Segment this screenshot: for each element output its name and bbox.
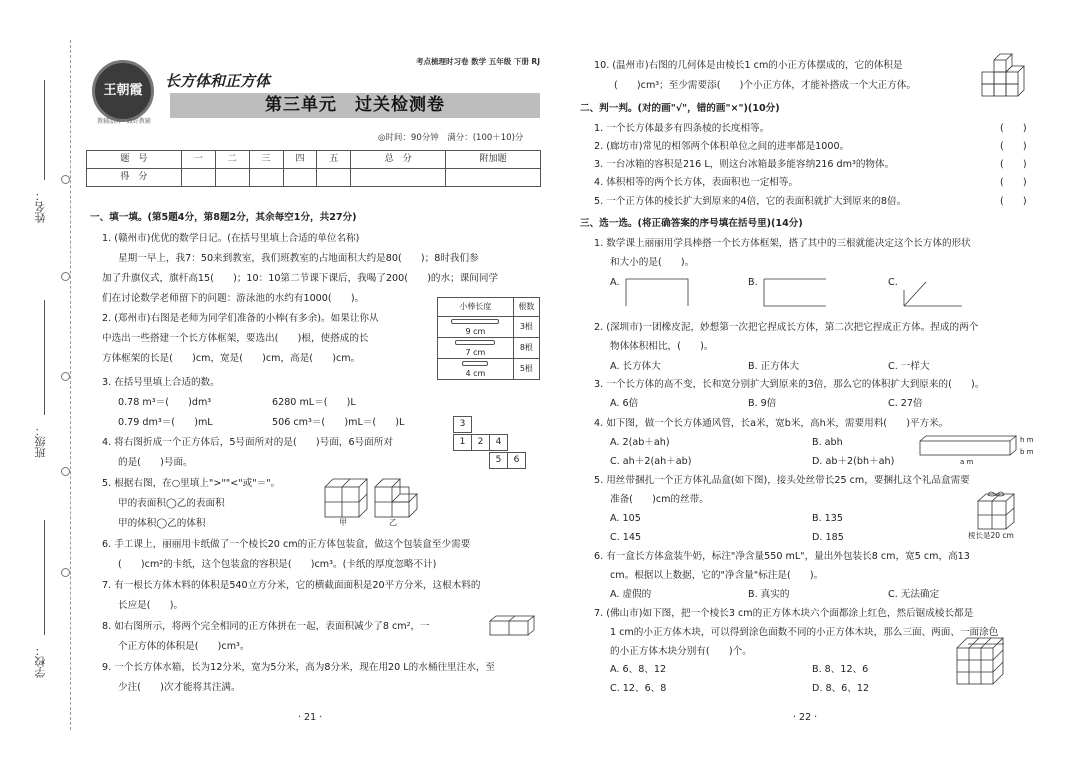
- series-info: 考点梳理时习卷 数学 五年级 下册 RJ: [415, 57, 540, 66]
- q7-line: 长应是( )。: [118, 600, 184, 611]
- q8-line: 8. 如右图所示，将两个完全相同的正方体拼在一起，表面积减少了8 cm²，一: [102, 621, 430, 632]
- net-face: 4: [489, 434, 508, 451]
- brand-logo-subtitle: 教辅品牌 · 做好教辅: [97, 118, 151, 125]
- judge-item: 4. 体积相等的两个长方体，表面积也一定相等。: [594, 177, 799, 188]
- q2-line: 中选出一些搭建一个长方体框架，要选出( )根，使搭成的长: [102, 333, 369, 344]
- option-b[interactable]: B. 8、12、6: [812, 664, 869, 675]
- cube-label-jia: 甲: [339, 518, 347, 527]
- option-a[interactable]: A. 6倍: [610, 398, 639, 409]
- q5-line: 甲的表面积◯乙的表面积: [118, 498, 225, 509]
- choice-q5-line: 准备( )cm的丝带。: [610, 494, 709, 505]
- part2-title: 二、判一判。(对的画"√"，错的画"×")(10分): [580, 103, 780, 114]
- frame-options-figure: [622, 276, 972, 312]
- option-c[interactable]: C. 一样大: [888, 361, 930, 372]
- net-face: 3: [453, 416, 472, 433]
- score-cell: 总 分: [351, 151, 446, 169]
- option-a[interactable]: A.: [610, 277, 620, 288]
- q8-line: 个正方体的体积是( )cm³。: [118, 641, 250, 652]
- q4-line: 4. 将右图折成一个正方体后，5号面所对的是( )号面，6号面所对: [102, 437, 393, 448]
- score-cell: 一: [181, 151, 215, 169]
- judge-item: 3. 一台冰箱的容积是216 L，则这台冰箱最多能容纳216 dm³的物体。: [594, 159, 895, 170]
- name-label: 姓名：: [34, 190, 47, 223]
- choice-q6-line: 6. 有一盒长方体盒装牛奶，标注"净含量550 mL"，量出外包装长8 cm，宽5 cm，高13: [594, 551, 970, 562]
- part1-title: 一、填一填。(第5题4分，第8题2分，其余每空1分，共27分): [90, 212, 357, 223]
- option-a[interactable]: A. 虚假的: [610, 589, 652, 600]
- score-cell: 附加题: [446, 151, 541, 169]
- option-c[interactable]: C. 12、6、8: [610, 683, 667, 694]
- q9-line: 少注( )次才能将其注满。: [118, 682, 241, 693]
- option-c[interactable]: C. 145: [610, 532, 642, 543]
- pipe-label-a: a m: [960, 458, 974, 466]
- choice-q7-line: 的小正方体木块分别有( )个。: [610, 646, 752, 657]
- option-d[interactable]: D. 185: [812, 532, 844, 543]
- net-face: 5: [489, 452, 508, 469]
- stick-icon: [451, 319, 499, 324]
- q10-line: ( )cm³；至少需要添( )个小正方体，才能补搭成一个大正方体。: [614, 80, 917, 91]
- net-face: 6: [507, 452, 526, 469]
- brand-logo: 王朝霞: [92, 60, 154, 122]
- option-a[interactable]: A. 长方体大: [610, 361, 661, 372]
- judge-answer-box[interactable]: ( ): [1000, 159, 1027, 170]
- judge-answer-box[interactable]: ( ): [1000, 141, 1027, 152]
- q1-line: 1. (赣州市)优优的数学日记。(在括号里填上合适的单位名称): [102, 233, 360, 244]
- choice-q7-line: 1 cm的小正方体木块，可以得到涂色面数不同的小正方体木块，那么三面、两面、一面涂色: [610, 627, 999, 638]
- class-label: 班级：: [34, 425, 47, 458]
- q2-line: 2. (郑州市)右图是老师为同学们准备的小棒(有多余)。如果让你从: [102, 313, 379, 324]
- stick-length: 9 cm: [465, 327, 486, 336]
- stick-length: 7 cm: [465, 348, 486, 357]
- painted-cube-figure: [955, 636, 1007, 688]
- judge-answer-box[interactable]: ( ): [1000, 123, 1027, 134]
- score-cell: 得 分: [87, 169, 182, 187]
- choice-q7-line: 7. (佛山市)如下图，把一个棱长3 cm的正方体木块六个面都涂上红色，然后锯成棱长都是: [594, 608, 974, 619]
- stick-length-cell: [438, 317, 514, 338]
- name-line: [44, 80, 45, 180]
- q10-cube-figure: [980, 52, 1038, 98]
- score-input-cell[interactable]: [215, 169, 249, 187]
- score-table-header-row: [87, 151, 541, 169]
- option-b[interactable]: B. 9倍: [748, 398, 777, 409]
- option-c[interactable]: C. ah＋2(ah＋ab): [610, 456, 692, 467]
- choice-q2-line: 2. (深圳市)一团橡皮泥，妙想第一次把它捏成长方体，第二次把它捏成正方体。捏成的两个: [594, 322, 979, 333]
- binding-hole: [61, 467, 70, 476]
- score-input-cell[interactable]: [181, 169, 215, 187]
- net-face: 2: [471, 434, 490, 451]
- stick-length: 4 cm: [465, 369, 486, 378]
- pipe-label-b: b m: [1020, 448, 1034, 456]
- unit-title: 第三单元 过关检测卷: [170, 93, 540, 118]
- choice-q1-line: 1. 数学课上丽丽用学具棒搭一个长方体框架，搭了其中的三根就能决定这个长方体的形状: [594, 238, 971, 249]
- two-cube-figure: [488, 615, 538, 637]
- net-face: 1: [453, 434, 472, 451]
- page-number-right: · 22 ·: [793, 712, 818, 723]
- option-b[interactable]: B. 正方体大: [748, 361, 800, 372]
- q1-line: 们在讨论数学老师留下的问题：游泳池的水约有1000( )。: [102, 293, 365, 304]
- school-line: [44, 520, 45, 635]
- score-cell: 五: [317, 151, 351, 169]
- choice-q2-line: 物体体积相比，( )。: [610, 341, 714, 352]
- gift-box-edge-label: 棱长是20 cm: [968, 531, 1014, 540]
- q7-line: 7. 有一根长方体木料的体积是540立方分米，它的横截面面积是20平方分米，这根木料的: [102, 580, 481, 591]
- choice-q4-line: 4. 如下图，做一个长方体通风管，长a米，宽b米，高h米，需要用料( )平方米。: [594, 418, 949, 429]
- q3-item: 506 cm³＝( )mL＝( )L: [272, 417, 405, 428]
- stick-icon: [455, 340, 495, 345]
- option-a[interactable]: A. 2(ab＋ah): [610, 437, 670, 448]
- q1-line: 星期一早上，我7：50来到教室，我们班教室的占地面积大约是80( )；8时我们参: [118, 253, 479, 264]
- choice-q1-line: 和大小的是( )。: [610, 257, 695, 268]
- q10-line: 10. (温州市)右图的几何体是由棱长1 cm的小正方体摆成的，它的体积是: [594, 60, 903, 71]
- option-b[interactable]: B.: [748, 277, 758, 288]
- score-input-cell[interactable]: [446, 169, 541, 187]
- option-d[interactable]: D. ab＋2(bh＋ah): [812, 456, 895, 467]
- choice-q5-line: 5. 用丝带捆扎一个正方体礼品盒(如下图)，接头处丝带长25 cm，要捆扎这个礼品盒需要: [594, 475, 970, 486]
- score-input-cell[interactable]: [249, 169, 283, 187]
- judge-item: 5. 一个正方体的棱长扩大到原来的4倍，它的表面积就扩大到原来的8倍。: [594, 196, 907, 207]
- option-c[interactable]: C. 27倍: [888, 398, 923, 409]
- option-b[interactable]: B. 135: [812, 513, 843, 524]
- option-d[interactable]: D. 8、6、12: [812, 683, 870, 694]
- class-line: [44, 300, 45, 415]
- school-label: 学校：: [34, 645, 47, 678]
- q3-item: 0.79 dm³＝( )mL: [118, 417, 213, 428]
- binding-hole: [61, 272, 70, 281]
- gift-box-figure: [974, 489, 1024, 531]
- score-input-cell[interactable]: [283, 169, 317, 187]
- option-a[interactable]: A. 6、8、12: [610, 664, 667, 675]
- cube-stack-figure: [320, 473, 430, 528]
- stick-icon: [462, 361, 488, 366]
- q3-line: 3. 在括号里填上合适的数。: [102, 377, 220, 388]
- stick-header: 根数: [513, 298, 539, 317]
- binding-hole: [61, 175, 70, 184]
- score-cell: 二: [215, 151, 249, 169]
- binding-hole: [61, 372, 70, 381]
- cube-label-yi: 乙: [389, 518, 397, 527]
- option-a[interactable]: A. 105: [610, 513, 641, 524]
- judge-item: 1. 一个长方体最多有四条棱的长度相等。: [594, 123, 770, 134]
- stick-length-cell: [438, 359, 514, 380]
- pipe-label-h: h m: [1020, 436, 1034, 444]
- q1-line: 加了升旗仪式，旗杆高15( )；10：10第二节课下课后，我喝了200( )的水；课间同学: [102, 273, 499, 284]
- judge-item: 2. (廊坊市)常见的相邻两个体积单位之间的进率都是1000。: [594, 141, 850, 152]
- binding-hole: [61, 568, 70, 577]
- stick-count: 3根: [513, 317, 539, 338]
- score-cell: 四: [283, 151, 317, 169]
- score-table: [86, 150, 541, 187]
- q3-item: 0.78 m³＝( )dm³: [118, 397, 212, 408]
- option-c[interactable]: C.: [888, 277, 898, 288]
- q2-line: 方体框架的长是( )cm，宽是( )cm，高是( )cm。: [102, 353, 361, 364]
- q5-line: 5. 根据右图，在○里填上">""<"或"＝"。: [102, 478, 281, 489]
- score-input-cell[interactable]: [351, 169, 446, 187]
- option-b[interactable]: B. 真实的: [748, 589, 790, 600]
- q6-line: ( )cm²的卡纸，这个包装盒的容积是( )cm³。(卡纸的厚度忽略不计): [118, 559, 437, 570]
- option-c[interactable]: C. 无法确定: [888, 589, 940, 600]
- q4-line: 的是( )号面。: [118, 457, 193, 468]
- exam-time-score: ◎时间：90分钟 满分：(100＋10)分: [378, 133, 524, 143]
- stick-count: 8根: [513, 338, 539, 359]
- score-cell: 题 号: [87, 151, 182, 169]
- judge-answer-box[interactable]: ( ): [1000, 196, 1027, 207]
- stick-table: [437, 297, 540, 380]
- score-input-cell[interactable]: [317, 169, 351, 187]
- q6-line: 6. 手工课上，丽丽用卡纸做了一个棱长20 cm的正方体包装盒，做这个包装盒至少需要: [102, 539, 471, 550]
- option-b[interactable]: B. abh: [812, 437, 843, 448]
- q9-line: 9. 一个长方体水箱，长为12分米，宽为5分米，高为8分米，现在用20 L的水桶往里注水，至: [102, 662, 496, 673]
- stick-header: 小棒长度: [438, 298, 514, 317]
- score-cell: 三: [249, 151, 283, 169]
- judge-answer-box[interactable]: ( ): [1000, 177, 1027, 188]
- choice-q3-line: 3. 一个长方体的高不变，长和宽分别扩大到原来的3倍，那么它的体积扩大到原来的( )。: [594, 379, 985, 390]
- part3-title: 三、选一选。(将正确答案的序号填在括号里)(14分): [580, 218, 803, 229]
- stick-length-cell: [438, 338, 514, 359]
- chapter-title: 长方体和正方体: [165, 72, 271, 90]
- score-table-score-row: [87, 169, 541, 187]
- q3-item: 6280 mL＝( )L: [272, 397, 356, 408]
- choice-q6-line: cm。根据以上数据，它的"净含量"标注是( )。: [610, 570, 824, 581]
- stick-count: 5根: [513, 359, 539, 380]
- q5-line: 甲的体积◯乙的体积: [118, 518, 206, 529]
- binding-line: [70, 40, 71, 730]
- page-number-left: · 21 ·: [298, 712, 323, 723]
